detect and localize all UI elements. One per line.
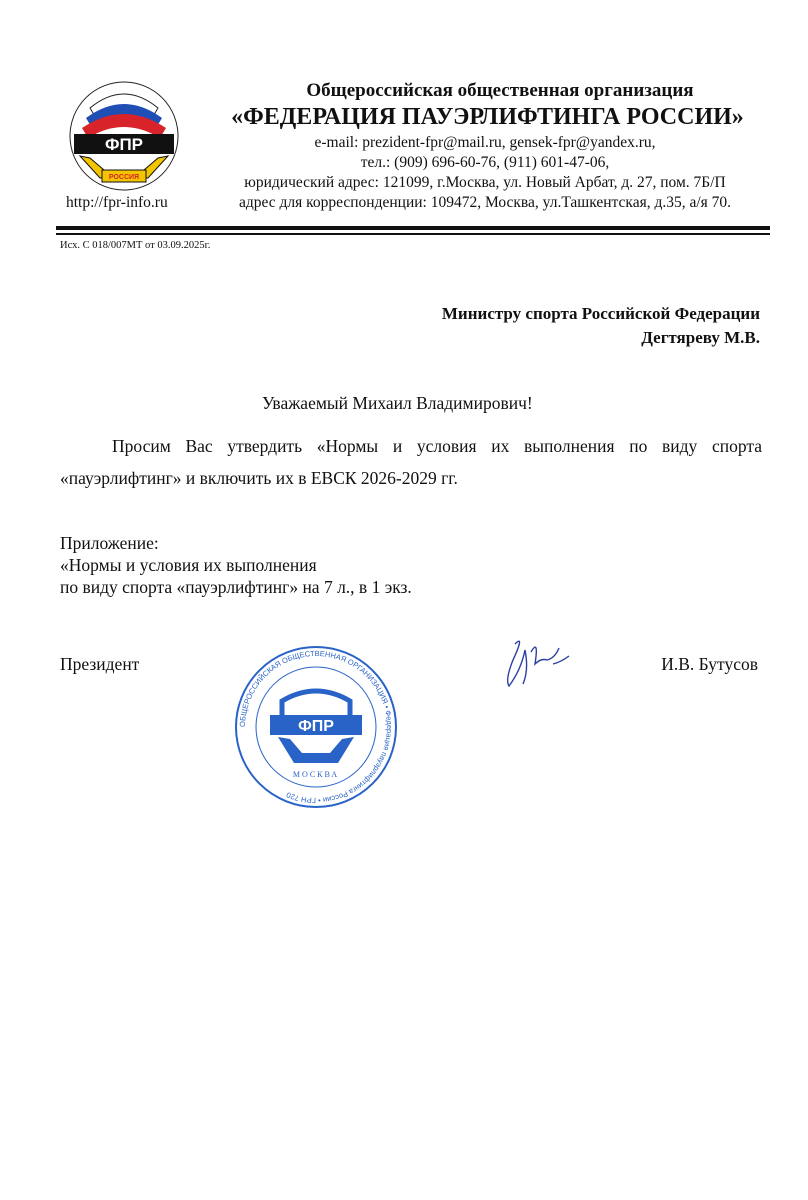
svg-text:ФПР: ФПР — [104, 135, 144, 154]
attachment-line1: «Нормы и условия их выполнения — [60, 555, 317, 575]
federation-logo — [60, 78, 188, 193]
president-signature — [495, 630, 575, 690]
mail-address: адрес для корреспонденции: 109472, Москва, ул.Ташкентская, д.35, а/я 70. — [238, 194, 732, 211]
attachment-line2: по виду спорта «пауэрлифтинг» на 7 л., в 1 экз. — [60, 577, 412, 597]
body-line1: Просим Вас утвердить «Нормы и условия их выполнения по виду спорта — [112, 436, 762, 456]
org-type: Общероссийская общественная организация — [306, 80, 694, 101]
legal-address: юридический адрес: 121099, г.Москва, ул. Новый Арбат, д. 27, пом. 7Б/П — [244, 174, 726, 191]
addressee-line1: Министру спорта Российской Федерации — [441, 304, 760, 323]
attachment-label: Приложение: — [60, 533, 159, 553]
salutation: Уважаемый Михаил Владимирович! — [262, 393, 533, 413]
body-line2: «пауэрлифтинг» и включить их в ЕВСК 2026-2029 гг. — [60, 468, 458, 488]
website-link[interactable]: http://fpr-info.ru — [66, 194, 168, 211]
reference-number: Исх. С 018/007МТ от 03.09.2025г. — [60, 240, 211, 251]
organization-stamp — [234, 645, 398, 809]
svg-text:МОСКВА: МОСКВА — [292, 770, 340, 779]
signatory-title: Президент — [60, 654, 140, 674]
org-name: «ФЕДЕРАЦИЯ ПАУЭРЛИФТИНГА РОССИИ» — [231, 104, 744, 130]
contact-phone: тел.: (909) 696-60-76, (911) 601-47-06, — [360, 154, 610, 171]
header-rule-thick — [56, 226, 770, 230]
signatory-name: И.В. Бутусов — [661, 654, 758, 674]
addressee-line2: Дегтяреву М.В. — [641, 328, 760, 347]
svg-text:ОБЩЕРОССИЙСКАЯ ОБЩЕСТВЕННАЯ ОР: ОБЩЕРОССИЙСКАЯ ОБЩЕСТВЕННАЯ ОРГАНИЗАЦИЯ • Федерация пауэрлифтинга России • ГРН 720 — [237, 648, 395, 806]
svg-text:РОССИЯ: РОССИЯ — [108, 174, 140, 181]
header-rule-thin — [56, 233, 770, 235]
svg-text:ФПР: ФПР — [298, 718, 334, 735]
contact-email: e-mail: prezident-fpr@mail.ru, gensek-fpr@yandex.ru, — [314, 134, 656, 151]
